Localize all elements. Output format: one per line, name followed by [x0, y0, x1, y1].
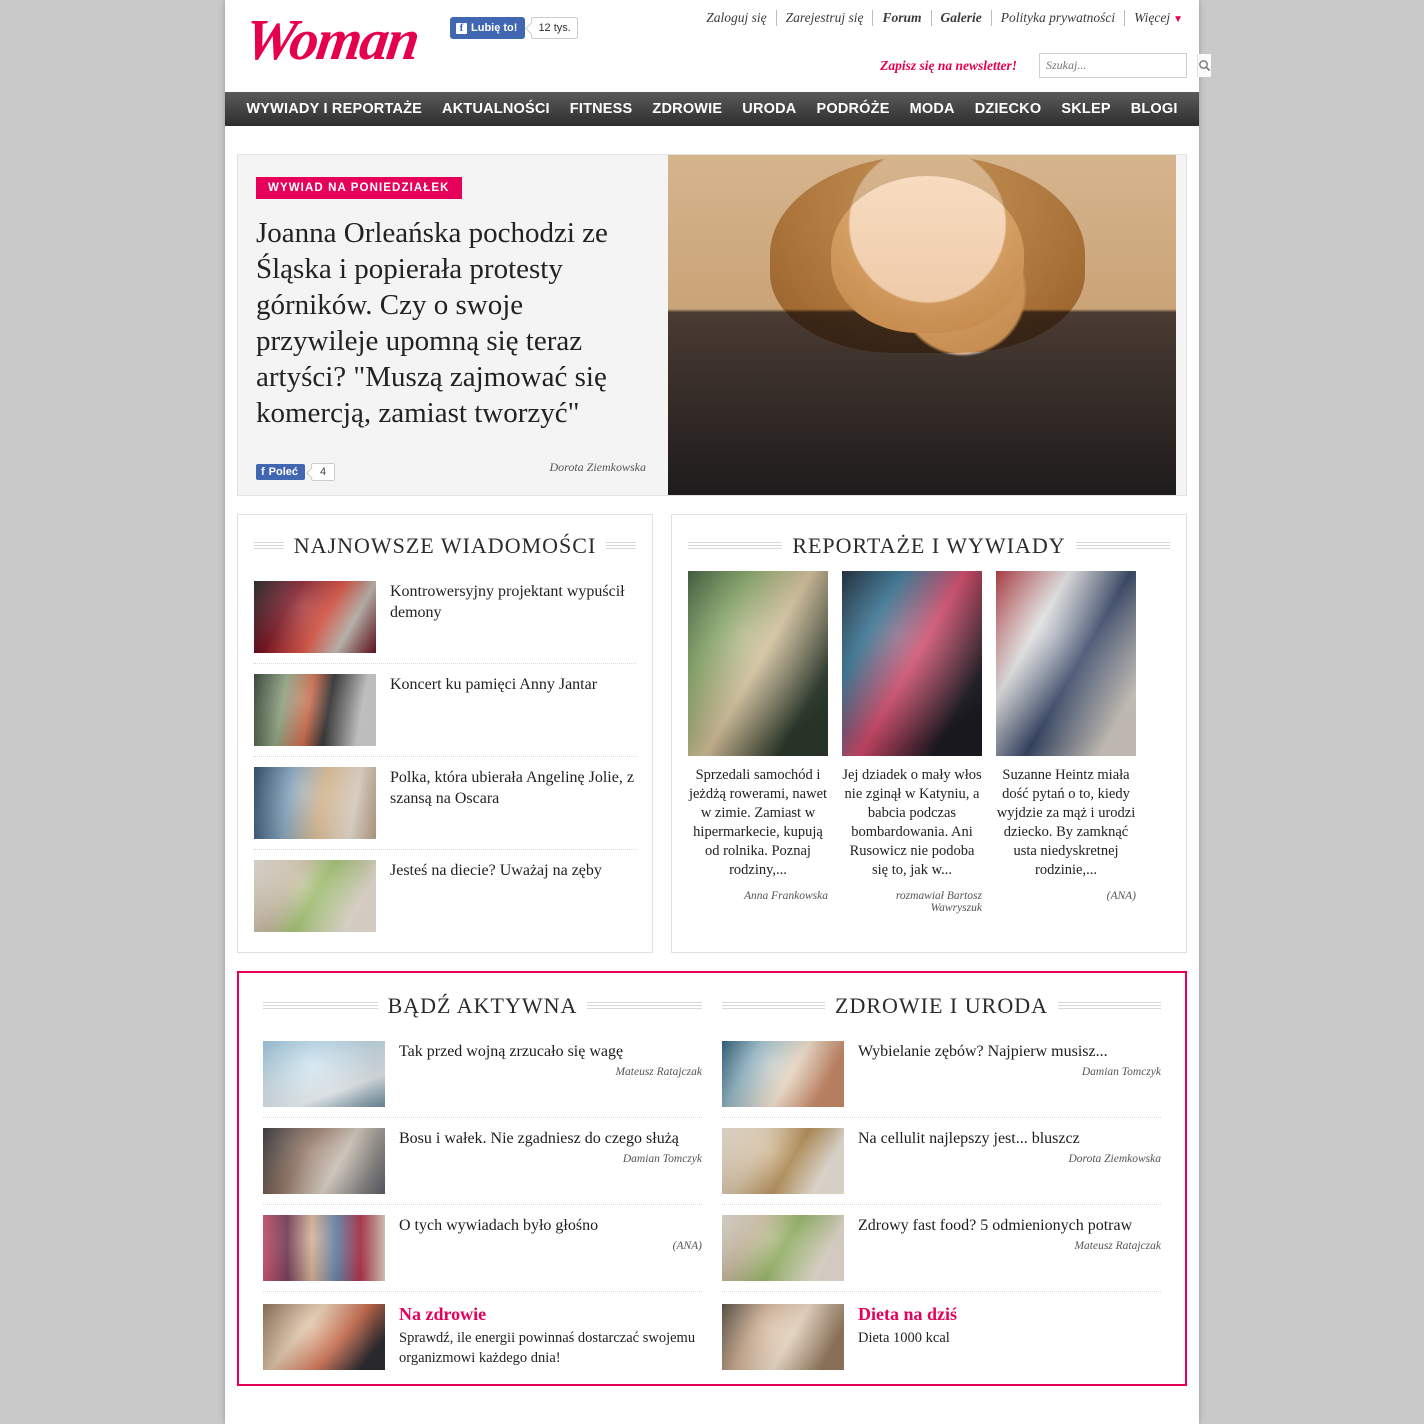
promo-be-active[interactable]: [263, 1292, 702, 1384]
section-title-reports: REPORTAŻE I WYWIADY: [792, 533, 1066, 558]
hero-share-widget[interactable]: [256, 463, 335, 481]
report-card[interactable]: [996, 571, 1136, 914]
report-card[interactable]: [688, 571, 828, 914]
item-author: (ANA): [672, 1240, 702, 1252]
hero-author: Dorota Ziemkowska: [549, 460, 646, 474]
nav-item-fitness[interactable]: FITNESS: [569, 101, 633, 117]
report-text[interactable]: Jej dziadek o mały włos nie zginął w Katyniu, a babcia podczas bombardowania. Ani Rusowicz nie podoba się to, jak w...: [842, 767, 982, 878]
item-title[interactable]: Zdrowy fast food? 5 odmienionych potraw: [858, 1217, 1133, 1234]
utility-link-privacy[interactable]: Polityka prywatności: [992, 10, 1125, 26]
promo-subtitle: Sprawdź, ile energii powinnaś dostarczać swojemu organizmowi każdego dnia!: [399, 1330, 696, 1366]
main-content: [225, 126, 1199, 1386]
search-button[interactable]: [1197, 54, 1211, 77]
item-title[interactable]: Bosu i wałek. Nie zgadniesz do czego służą: [399, 1130, 679, 1147]
item-title[interactable]: Wybielanie zębów? Najpierw musisz...: [858, 1043, 1108, 1060]
report-thumbnail[interactable]: [996, 571, 1136, 756]
report-thumbnail[interactable]: [842, 571, 982, 756]
facebook-share-count: 4: [311, 463, 335, 481]
section-header: [254, 533, 636, 559]
facebook-icon: f: [261, 466, 265, 478]
chevron-down-icon: ▼: [1173, 14, 1183, 25]
rule-right: [587, 1002, 702, 1011]
item-title[interactable]: O tych wywiadach było głośno: [399, 1217, 599, 1234]
item-thumbnail[interactable]: [722, 1041, 844, 1107]
report-thumbnail[interactable]: [688, 571, 828, 756]
site-logo-text: Woman: [240, 7, 423, 72]
utility-link-register[interactable]: Zarejestruj się: [777, 10, 874, 26]
item-title[interactable]: Na cellulit najlepszy jest... bluszcz: [858, 1130, 1080, 1147]
list-item[interactable]: [254, 664, 636, 757]
nav-item-wywiady[interactable]: WYWIADY I REPORTAŻE: [246, 101, 423, 117]
utility-link-galleries[interactable]: Galerie: [932, 10, 992, 26]
rule-right: [1058, 1002, 1161, 1011]
rule-left: [263, 1002, 378, 1011]
section-latest-news: [237, 514, 653, 953]
utility-nav: [697, 10, 1187, 26]
nav-item-moda[interactable]: MODA: [909, 101, 955, 117]
news-title[interactable]: Jesteś na diecie? Uważaj na zęby: [390, 862, 602, 879]
report-card[interactable]: [842, 571, 982, 914]
item-body: [399, 1041, 702, 1078]
nav-item-uroda[interactable]: URODA: [742, 101, 797, 117]
rule-right: [606, 542, 636, 551]
search-box[interactable]: [1039, 53, 1187, 78]
hero-badge: WYWIAD NA PONIEDZIAŁEK: [256, 177, 462, 199]
secondary-row: [237, 514, 1187, 953]
hero-article[interactable]: [237, 154, 1187, 496]
facebook-icon: f: [456, 23, 467, 34]
promo-thumbnail[interactable]: [263, 1304, 385, 1370]
item-body: [399, 1215, 702, 1252]
featured-sections: [237, 971, 1187, 1386]
promo-body: [858, 1304, 957, 1348]
news-thumbnail[interactable]: [254, 581, 376, 653]
rule-left: [722, 1002, 825, 1011]
list-item[interactable]: [254, 850, 636, 942]
promo-body: [399, 1304, 702, 1368]
news-title[interactable]: Kontrowersyjny projektant wypuścił demony: [390, 583, 625, 621]
list-item[interactable]: [722, 1118, 1161, 1205]
facebook-share-button[interactable]: [256, 464, 305, 480]
utility-link-more[interactable]: [1125, 10, 1187, 26]
report-author: Anna Frankowska: [743, 890, 828, 902]
section-header: [263, 993, 702, 1019]
utility-link-more-label: Więcej: [1134, 10, 1171, 25]
section-health-beauty: [712, 987, 1171, 1384]
item-thumbnail[interactable]: [263, 1041, 385, 1107]
nav-item-dziecko[interactable]: DZIECKO: [974, 101, 1042, 117]
promo-title[interactable]: Dieta na dziś: [858, 1304, 957, 1324]
nav-item-blogi[interactable]: BLOGI: [1130, 101, 1178, 117]
facebook-share-label: Poleć: [268, 466, 299, 478]
item-author: Damian Tomczyk: [622, 1153, 702, 1165]
news-thumbnail[interactable]: [254, 860, 376, 932]
news-thumbnail[interactable]: [254, 674, 376, 746]
nav-item-zdrowie[interactable]: ZDROWIE: [652, 101, 723, 117]
report-text[interactable]: Sprzedali samochód i jeżdżą rowerami, nawet w zimie. Zamiast w hipermarkecie, kupują od rolnika. Poznaj rodziny,...: [688, 767, 828, 878]
page-container: [225, 0, 1199, 1424]
report-text[interactable]: Suzanne Heintz miała dość pytań o to, kiedy wyjdzie za mąż i urodzi dziecko. By zamknąć usta niedyskretnej rodzinie,...: [996, 767, 1136, 878]
hero-image-content: [668, 155, 1176, 496]
nav-item-podroze[interactable]: PODRÓŻE: [816, 101, 890, 117]
item-thumbnail[interactable]: [722, 1128, 844, 1194]
rule-left: [688, 542, 782, 551]
item-body: [858, 1215, 1161, 1252]
promo-title[interactable]: Na zdrowie: [399, 1304, 487, 1324]
list-item[interactable]: [263, 1205, 702, 1292]
search-icon: [1198, 59, 1211, 72]
item-thumbnail[interactable]: [263, 1215, 385, 1281]
report-author: rozmawiał Bartosz Wawryszuk: [895, 890, 982, 914]
item-author: Mateusz Ratajczak: [1074, 1240, 1161, 1252]
item-author: Mateusz Ratajczak: [615, 1066, 702, 1078]
section-title-health-beauty: ZDROWIE I URODA: [835, 993, 1048, 1018]
list-item[interactable]: [722, 1205, 1161, 1292]
news-title[interactable]: Polka, która ubierała Angelinę Jolie, z szansą na Oscara: [390, 769, 634, 807]
list-item[interactable]: [263, 1031, 702, 1118]
site-header: [225, 0, 1199, 92]
site-logo[interactable]: [240, 6, 435, 106]
item-thumbnail[interactable]: [263, 1128, 385, 1194]
rule-right: [1076, 542, 1170, 551]
facebook-like-button[interactable]: [450, 17, 525, 39]
list-item[interactable]: [254, 571, 636, 664]
list-item[interactable]: [263, 1118, 702, 1205]
item-body: [858, 1041, 1161, 1078]
utility-link-login[interactable]: Zaloguj się: [697, 10, 776, 26]
nav-item-aktualnosci[interactable]: AKTUALNOŚCI: [442, 101, 550, 117]
promo-thumbnail[interactable]: [722, 1304, 844, 1370]
list-item[interactable]: [254, 757, 636, 850]
section-title-be-active: BĄDŹ AKTYWNA: [387, 993, 578, 1018]
item-body: [858, 1128, 1161, 1165]
section-title-latest-news: NAJNOWSZE WIADOMOŚCI: [293, 533, 597, 558]
item-author: Damian Tomczyk: [1081, 1066, 1161, 1078]
newsletter-link[interactable]: Zapisz się na newsletter!: [880, 58, 1017, 73]
search-input[interactable]: [1040, 54, 1197, 77]
facebook-like-widget[interactable]: [450, 17, 578, 39]
list-item[interactable]: [722, 1031, 1161, 1118]
item-author: Dorota Ziemkowska: [1068, 1153, 1161, 1165]
facebook-like-label: Lubię to!: [471, 22, 518, 34]
hero-text-column: [238, 155, 668, 495]
item-title[interactable]: Tak przed wojną zrzucało się wagę: [399, 1043, 624, 1060]
reports-grid: [688, 571, 1170, 914]
section-reports: [671, 514, 1187, 953]
section-header: [722, 993, 1161, 1019]
report-author: (ANA): [1106, 890, 1136, 902]
hero-title[interactable]: Joanna Orleańska pochodzi ze Śląska i popierała protesty górników. Czy o swoje przywileje upomną się teraz artyści? "Muszą zajmować się komercją, zamiast tworzyć": [256, 217, 608, 429]
news-title[interactable]: Koncert ku pamięci Anny Jantar: [390, 676, 598, 693]
facebook-like-count: 12 tys.: [531, 17, 577, 39]
promo-health[interactable]: [722, 1292, 1161, 1384]
news-thumbnail[interactable]: [254, 767, 376, 839]
rule-left: [254, 542, 284, 551]
section-header: [688, 533, 1170, 559]
item-body: [399, 1128, 702, 1165]
item-thumbnail[interactable]: [722, 1215, 844, 1281]
section-be-active: [253, 987, 712, 1384]
nav-item-sklep[interactable]: SKLEP: [1061, 101, 1111, 117]
promo-subtitle: Dieta 1000 kcal: [858, 1330, 950, 1346]
hero-image[interactable]: [668, 155, 1176, 496]
utility-link-forum[interactable]: Forum: [873, 10, 931, 26]
